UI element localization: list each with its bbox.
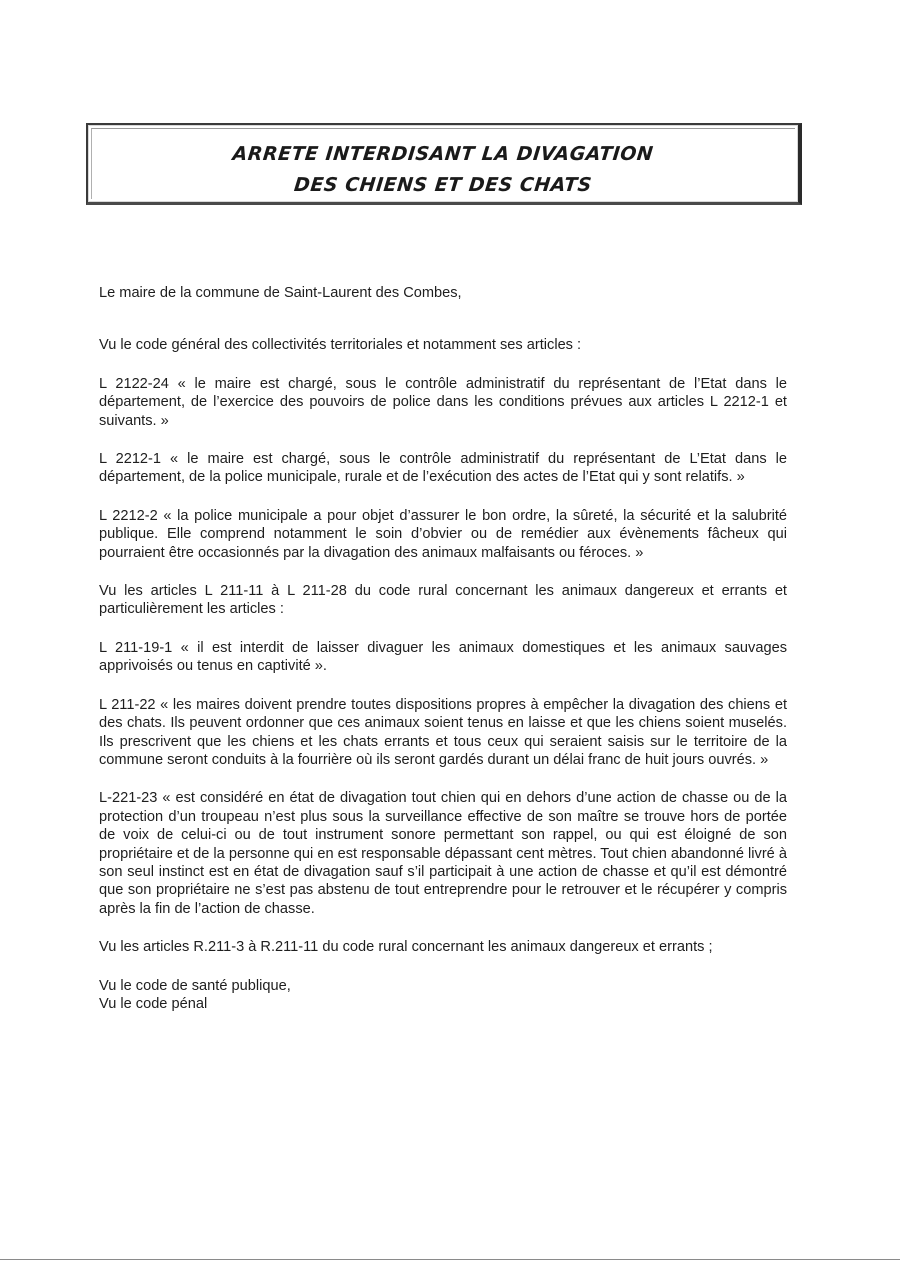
paragraph-vu-cgct: Vu le code général des collectivités territoriales et notamment ses articles : [99, 337, 582, 354]
paragraph-l211-22: L 211-22 « les maires doivent prendre toutes dispositions propres à empêcher la divagation des chiens et des chats. Ils peuvent ordonner que ces animaux soient tenus en laisse et que les chiens soient muselés. Ils prescrivent que les chiens et les chats errants et tous ceux qui seraient saisis sur le territoire de la commune seront conduits à la fourrière où ils seront gardés durant un délai franc de huit jours ouvrés. » [99, 696, 787, 768]
paragraph-l221-23: L-221-23 « est considéré en état de divagation tout chien qui en dehors d’une action de chasse ou de la protection d’un troupeau n’est plus sous la surveillance effective de son maître se trouve hors de portée de voix de celui-ci ou de tout instrument sonore permettant son rappel, ou qui est éloigné de son propriétaire et de la personne qui en est responsable dépassant cent mètres. Tout chien abandonné livré à son seul instinct est en état de divagation sauf s’il participait à une action de chasse et qu’il est démontré que son propriétaire ne s’est pas abstenu de tout entreprendre pour le retrouver et le récupérer y compris après la fin de l’action de chasse. [99, 790, 787, 917]
scan-edge-line [0, 1259, 900, 1260]
paragraph-l211-19-1: L 211-19-1 « il est interdit de laisser divaguer les animaux domestiques et les animaux sauvages apprivoisés ou tenus en captivité ». [99, 639, 787, 675]
title-line-1: ARRETE INTERDISANT LA DIVAGATION [231, 143, 655, 165]
paragraph-vu-sante-publique: Vu le code de santé publique, [99, 977, 291, 994]
paragraph-intro: Le maire de la commune de Saint-Laurent des Combes, [99, 285, 462, 301]
title-line-2: DES CHIENS ET DES CHATS [293, 174, 593, 196]
paragraph-l2212-1: L 2212-1 « le maire est chargé, sous le contrôle administratif du représentant de L’Etat dans le département, de la police municipale, rurale et de l’exécution des actes de l’Etat qui y sont relatifs. » [99, 451, 787, 486]
document-body [99, 284, 787, 1013]
paragraph-l2212-2: L 2212-2 « la police municipale a pour objet d’assurer le bon ordre, la sûreté, la sécurité et la salubrité publique. Elle comprend notamment le soin d’obvier ou de remédier aux évènements fâcheux qui pourraient être occasionnés par la divagation des animaux malfaisants ou féroces. » [99, 507, 787, 561]
paragraph-l2122-24: L 2122-24 « le maire est chargé, sous le contrôle administratif du représentant de l’Etat dans le département, de l’exercice des pouvoirs de police dans les conditions prévues aux articles L 2212-1 et suivants. » [99, 375, 787, 429]
paragraph-vu-code-penal: Vu le code pénal [99, 995, 208, 1012]
paragraph-vu-r211: Vu les articles R.211-3 à R.211-11 du code rural concernant les animaux dangereux et errants ; [99, 939, 713, 956]
title-box [86, 123, 802, 205]
paragraph-vu-code-rural: Vu les articles L 211-11 à L 211-28 du code rural concernant les animaux dangereux et errants et particulièrement les articles : [99, 583, 787, 618]
